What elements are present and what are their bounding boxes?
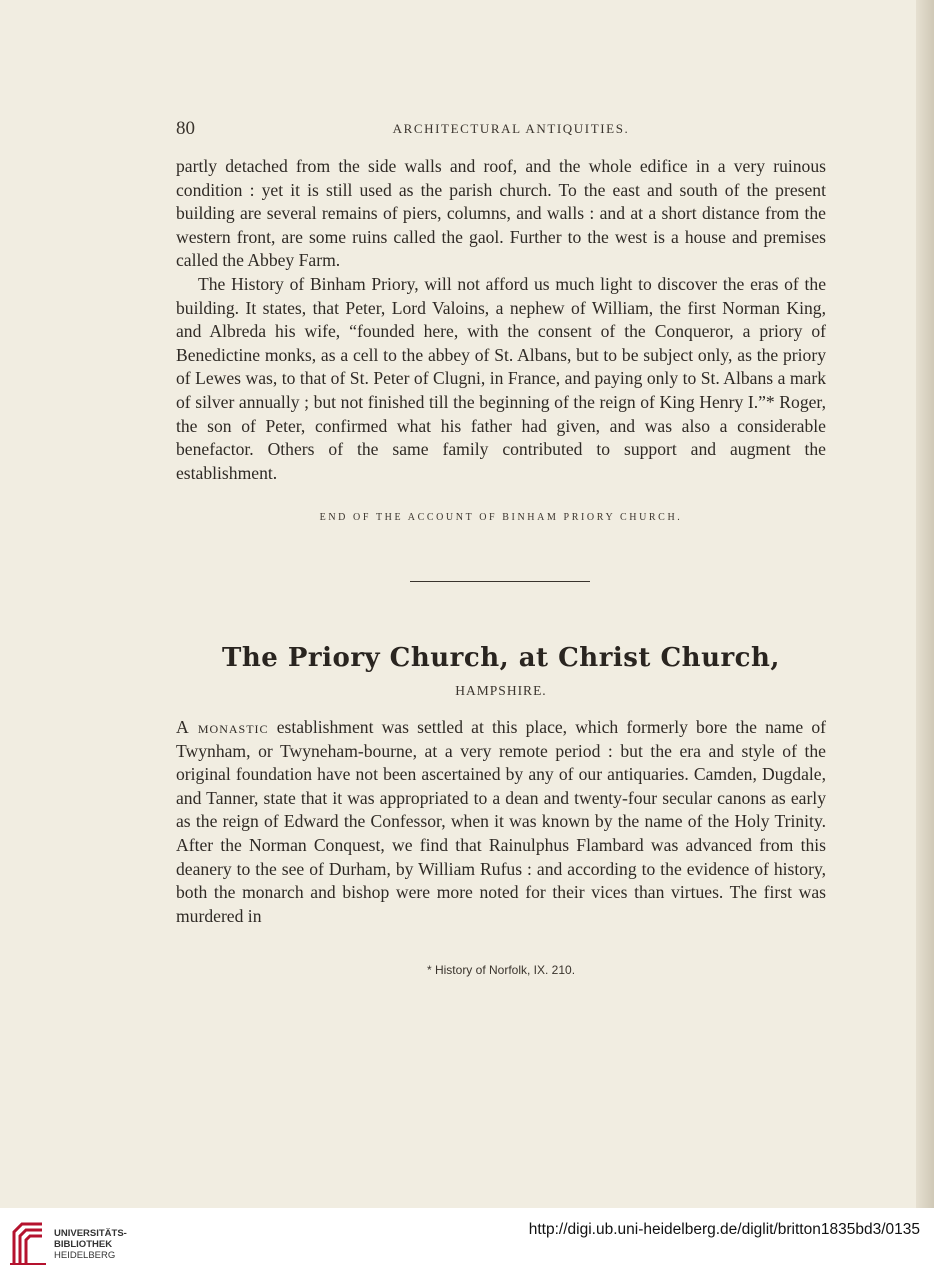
running-header bbox=[176, 118, 826, 142]
permalink-url[interactable]: http://digi.ub.uni-heidelberg.de/diglit/britton1835bd3/0135 bbox=[528, 1221, 920, 1238]
library-name-line3: HEIDELBERG bbox=[54, 1250, 116, 1261]
library-name-line1: UNIVERSITÄTS- bbox=[54, 1228, 127, 1239]
paragraph-christchurch bbox=[176, 716, 826, 928]
library-name-line2: BIBLIOTHEK bbox=[54, 1239, 113, 1250]
viewer-footer bbox=[0, 1208, 934, 1277]
page-number: 80 bbox=[176, 118, 195, 139]
footnote: * History of Norfolk, IX. 210. bbox=[426, 963, 576, 977]
university-library-logo-icon bbox=[8, 1218, 48, 1268]
page-spine-shadow bbox=[916, 0, 934, 1208]
running-title: ARCHITECTURAL ANTIQUITIES. bbox=[392, 121, 630, 136]
section-title: The Priory Church, at Christ Church, bbox=[222, 643, 780, 673]
paragraph-binham-ruins: partly detached from the side walls and roof, and the whole edifice in a very ruinous condition : yet it is still used as the parish church. To the east and south of the present building are several remains of piers, columns, and walls : and at a short distance from the western front, are some ruins called the gaol. Further to the west is a house and premises called the Abbey Farm. bbox=[176, 156, 826, 271]
paragraph-binham-history: The History of Binham Priory, will not afford us much light to discover the eras of the building. It states, that Peter, Lord Valoins, a nephew of William, the first Norman King, and Albreda his wife, “founded here, with the consent of the Conqueror, a priory of Benedictine monks, as a cell to the abbey of St. Albans, but to be subject only, as the priory of Lewes was, to that of St. Peter of Clugni, in France, and paying only to St. Albans a mark of silver annually ; but not finished till the beginning of the reign of King Henry I.”* Roger, the son of Peter, confirmed what his father had given, and was also a considerable benefactor. Others of the same family contributed to support and augment the establishment. bbox=[176, 274, 826, 483]
section-subtitle: HAMPSHIRE. bbox=[455, 683, 547, 698]
paragraph-lead-words: A monastic bbox=[176, 717, 269, 737]
section-divider-rule bbox=[410, 581, 590, 582]
section-end-note: END OF THE ACCOUNT OF BINHAM PRIORY CHURCH. bbox=[319, 512, 683, 523]
library-name[interactable] bbox=[54, 1228, 127, 1261]
paragraph-christchurch-body: establishment was settled at this place, which formerly bore the name of Twynham, or Twyneham-bourne, at a very remote period : but the era and style of the original foundation have not been ascertained by any of our antiquaries. Camden, Dugdale, and Tanner, state that it was appropriated to a dean and twenty-four secular canons as early as the reign of Edward the Confessor, when it was known by the name of the Holy Trinity. After the Norman Conquest, we find that Rainulphus Flambard was advanced from this deanery to the see of Durham, by William Rufus : and according to the evidence of history, both the monarch and bishop were more noted for their vices than virtues. The first was murdered in bbox=[176, 717, 826, 926]
